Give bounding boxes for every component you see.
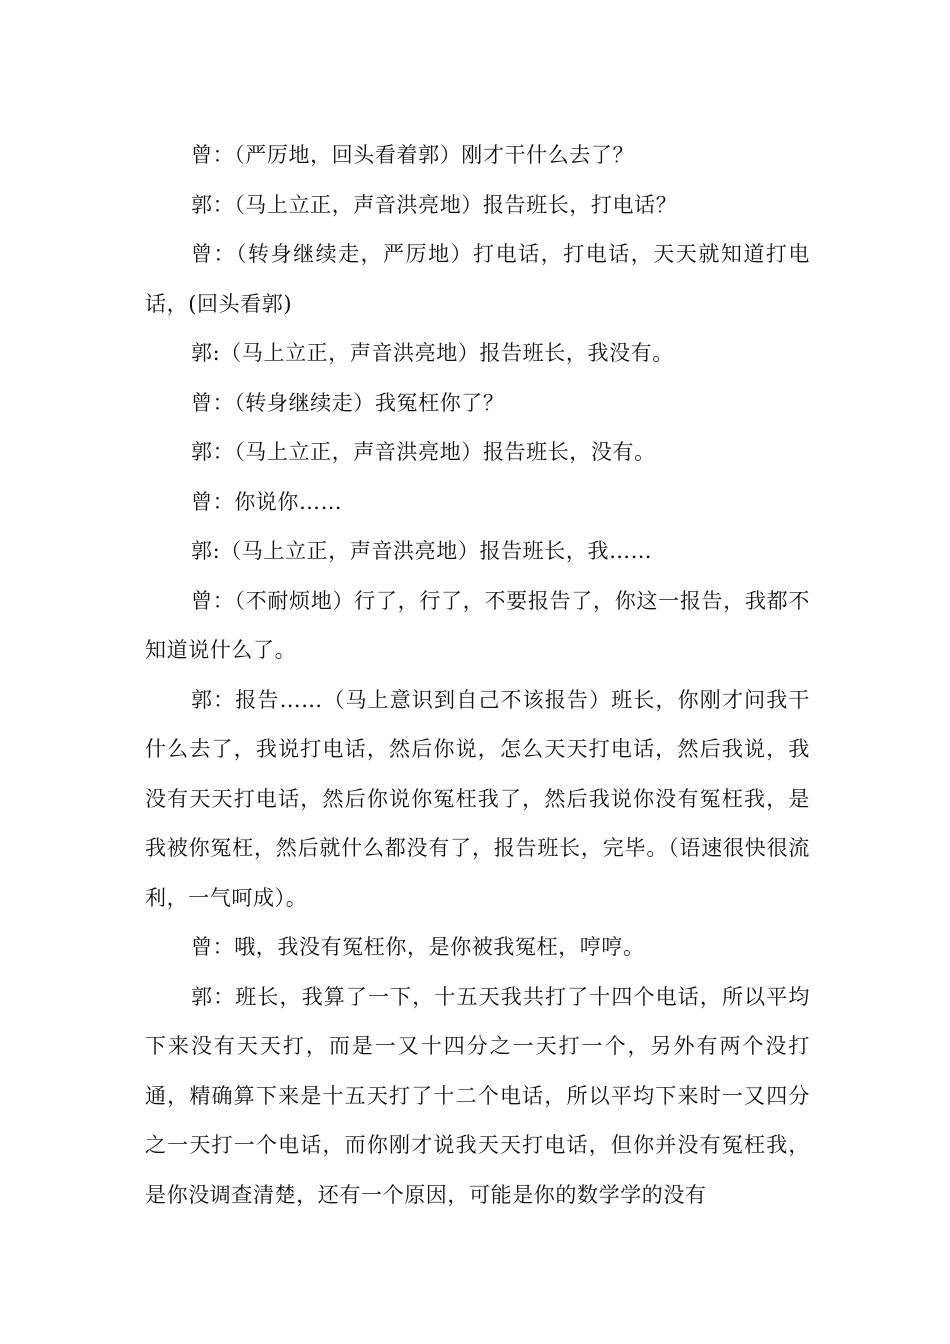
dialogue-paragraph: 曾：（转身继续走）我冤枉你了？	[191, 390, 505, 415]
dialogue-paragraph: 郭：（马上立正，声音洪亮地）报告班长，打电话？	[191, 192, 678, 217]
dialogue-paragraph: 郭:（马上立正，声音洪亮地）报告班长，我……	[191, 539, 653, 563]
dialogue-paragraph: 曾：（转身继续走，严厉地）打电话，打电话，天天就知道打电话，(回头看郭)	[145, 242, 810, 316]
dialogue-paragraph: 郭：报告……（马上意识到自己不该报告）班长，你刚才问我干什么去了，我说打电话，然后你说，怎么天天打电话，然后我说，我没有天天打电话，然后你说你冤枉我了，然后我说你没有冤枉我，是我被你冤枉，然后就什么都没有了，报告班长，完毕。（语速很快很流利，一气呵成）。	[145, 687, 810, 910]
dialogue-body	[145, 131, 810, 1220]
dialogue-paragraph: 曾：你说你……	[191, 489, 343, 514]
dialogue-paragraph: 曾：（严厉地，回头看着郭）刚才干什么去了？	[191, 143, 635, 167]
dialogue-paragraph: 郭:（马上立正，声音洪亮地）报告班长，我没有。	[191, 341, 674, 365]
dialogue-paragraph: 郭：班长，我算了一下，十五天我共打了十四个电话，所以平均下来没有天天打，而是一又十四分之一天打一个，另外有两个没打通，精确算下来是十五天打了十二个电话，所以平均下来时一又四分之一天打一个电话，而你刚才说我天天打电话，但你并没有冤枉我，是你没调查清楚，还有一个原因，可能是你的数学学的没有	[145, 984, 810, 1207]
dialogue-paragraph: 曾：（不耐烦地）行了，行了，不要报告了，你这一报告，我都不知道说什么了。	[145, 588, 810, 662]
dialogue-paragraph: 曾：哦，我没有冤枉你，是你被我冤枉，哼哼。	[191, 935, 645, 959]
dialogue-paragraph: 郭：（马上立正，声音洪亮地）报告班长，没有。	[191, 440, 656, 464]
